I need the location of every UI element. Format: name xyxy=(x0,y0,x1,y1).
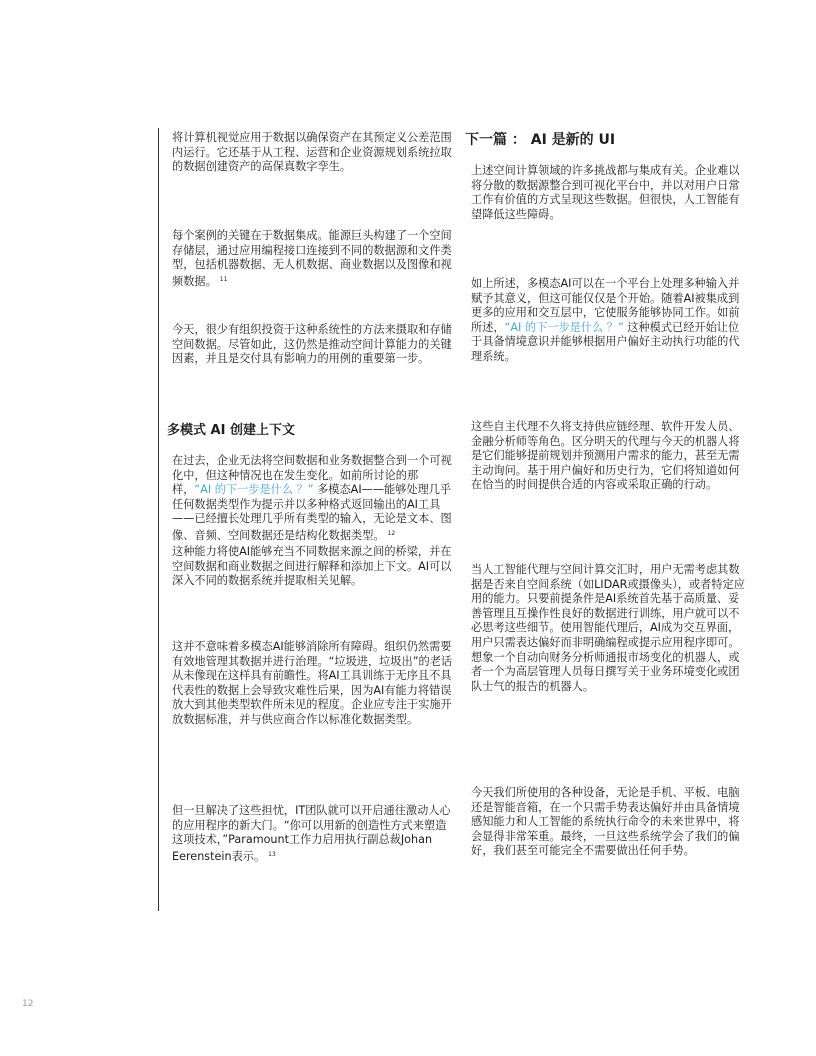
left-paragraph-1: 将计算机视觉应用于数据以确保资产在其预定义公差范围内运行。它还基于从工程、运营和企业资源规划系统拉取的数据创建资产的高保真数字孪生。 xyxy=(172,131,452,174)
footnote-ref-12: 12 xyxy=(387,529,396,537)
right-paragraph-3: 这些自主代理不久将支持供应链经理、软件开发人员、金融分析师等角色。区分明天的代理与今天的机器人将是它们能够提前规划并预测用户需求的能力，甚至无需主动询问。基于用户偏好和历史行为，它们将知道如何在恰当的时间提供合适的内容或采取正确的行动。 xyxy=(471,420,740,492)
left-paragraph-4: 在过去，企业无法将空间数据和业务数据整合到一个可视化中，但这种情况也在发生变化。如前所讨论的那样，“AI 的下一步是什么 ？” 多模态AI——能够处理几乎任何数据类型作为提示并以多种格式返回输出的AI工具——已经擅长处理几乎所有类型的输入，无论是文本、图像、音频、空间数据还是结构化数据类型。 $^{12}$ xyxy=(172,454,452,542)
footnote-ref-11: 11 xyxy=(219,275,228,283)
section-heading-multimodal-ai: 多模式 AI 创建上下文 xyxy=(167,423,295,438)
right-paragraph-2: 如上所述，多模态AI可以在一个平台上处理多种输入并赋予其意义，但这可能仅仅是个开始。随着AI被集成到更多的应用和交互层中，它使服务能够协同工作。如前所述，“AI 的下一步是什么 ？” 这种模式已经开始让位于具备情境意识并能够根据用户偏好主动执行功能的代理系统。 xyxy=(471,277,740,363)
column-divider xyxy=(158,128,159,911)
footnote-ref-13: 13 xyxy=(268,850,276,858)
right-paragraph-1: 上述空间计算领域的许多挑战都与集成有关。企业难以将分散的数据源整合到可视化平台中，并以对用户日常工作有价值的方式呈现这些数据。但很快，人工智能有望降低这些障碍。 xyxy=(471,164,740,221)
section-heading-ai-new-ui: 下一篇 ： AI 是新的 UI xyxy=(465,132,616,148)
right-paragraph-5: 今天我们所使用的各种设备，无论是手机、平板、电脑还是智能音箱，在一个只需手势表达偏好并由具备情境感知能力和人工智能的系统执行命令的未来世界中，将会显得非常笨重。最终，一旦这些系统学会了我们的偏好，我们甚至可能完全不需要做出任何手势。 xyxy=(471,786,740,858)
left-paragraph-6: 这并不意味着多模态AI能够消除所有障碍。组织仍然需要有效地管理其数据并进行治理。“垃圾进，垃圾出”的老话从未像现在这样具有前瞻性。将AI工具训练于无序且不具代表性的数据上会导致灾难性后果，因为AI有能力将错误放大到其他类型软件所未见的程度。企业应专注于实施开放数据标准，并与供应商合作以标准化数据类型。 xyxy=(172,640,453,726)
cross-reference-link[interactable]: “AI 的下一步是什么 ？” xyxy=(194,483,314,497)
left-paragraph-5: 这种能力将使AI能够充当不同数据来源之间的桥梁，并在空间数据和商业数据之间进行解释和添加上下文。AI可以深入不同的数据系统并提取相关见解。 xyxy=(172,545,452,588)
cross-reference-link[interactable]: “AI 的下一步是什么 ？” xyxy=(504,320,624,334)
right-paragraph-4: 当人工智能代理与空间计算交汇时，用户无需考虑其数据是否来自空间系统（如LIDAR或摄像头），或者特定应用的能力。只要前提条件是AI系统首先基于高质量、妥善管理且互操作性良好的数据进行训练，用户就可以不必思考这些细节。使用智能代理后，AI成为交互界面，用户只需表达偏好而非明确编程或提示应用程序即可。想象一个自动向财务分析师通报市场变化的机器人，或者一个为高层管理人员每日撰写关于业务环境变化或团队士气的报告的机器人。 xyxy=(471,563,745,693)
left-paragraph-7: 但一旦解决了这些担忧，IT团队就可以开启通往激动人心的应用程序的新大门。“你可以用新的创造性方式来塑造这项技术，”Paramount工作力启用执行副总裁Johan Eerenstein表示。 $^{13}$ xyxy=(172,804,451,863)
page-number: 12 xyxy=(22,999,34,1009)
left-paragraph-2: 每个案例的关键在于数据集成。能源巨头构建了一个空间存储层，通过应用编程接口连接到不同的数据源和文件类型，包括机器数据、无人机数据、商业数据以及图像和视频数据。 $^{11}$ xyxy=(172,229,452,288)
left-paragraph-3: 今天，很少有组织投资于这种系统性的方法来摄取和存储空间数据。尽管如此，这仍然是推动空间计算能力的关键因素，并且是交付具有影响力的用例的重要第一步。 xyxy=(172,323,452,366)
